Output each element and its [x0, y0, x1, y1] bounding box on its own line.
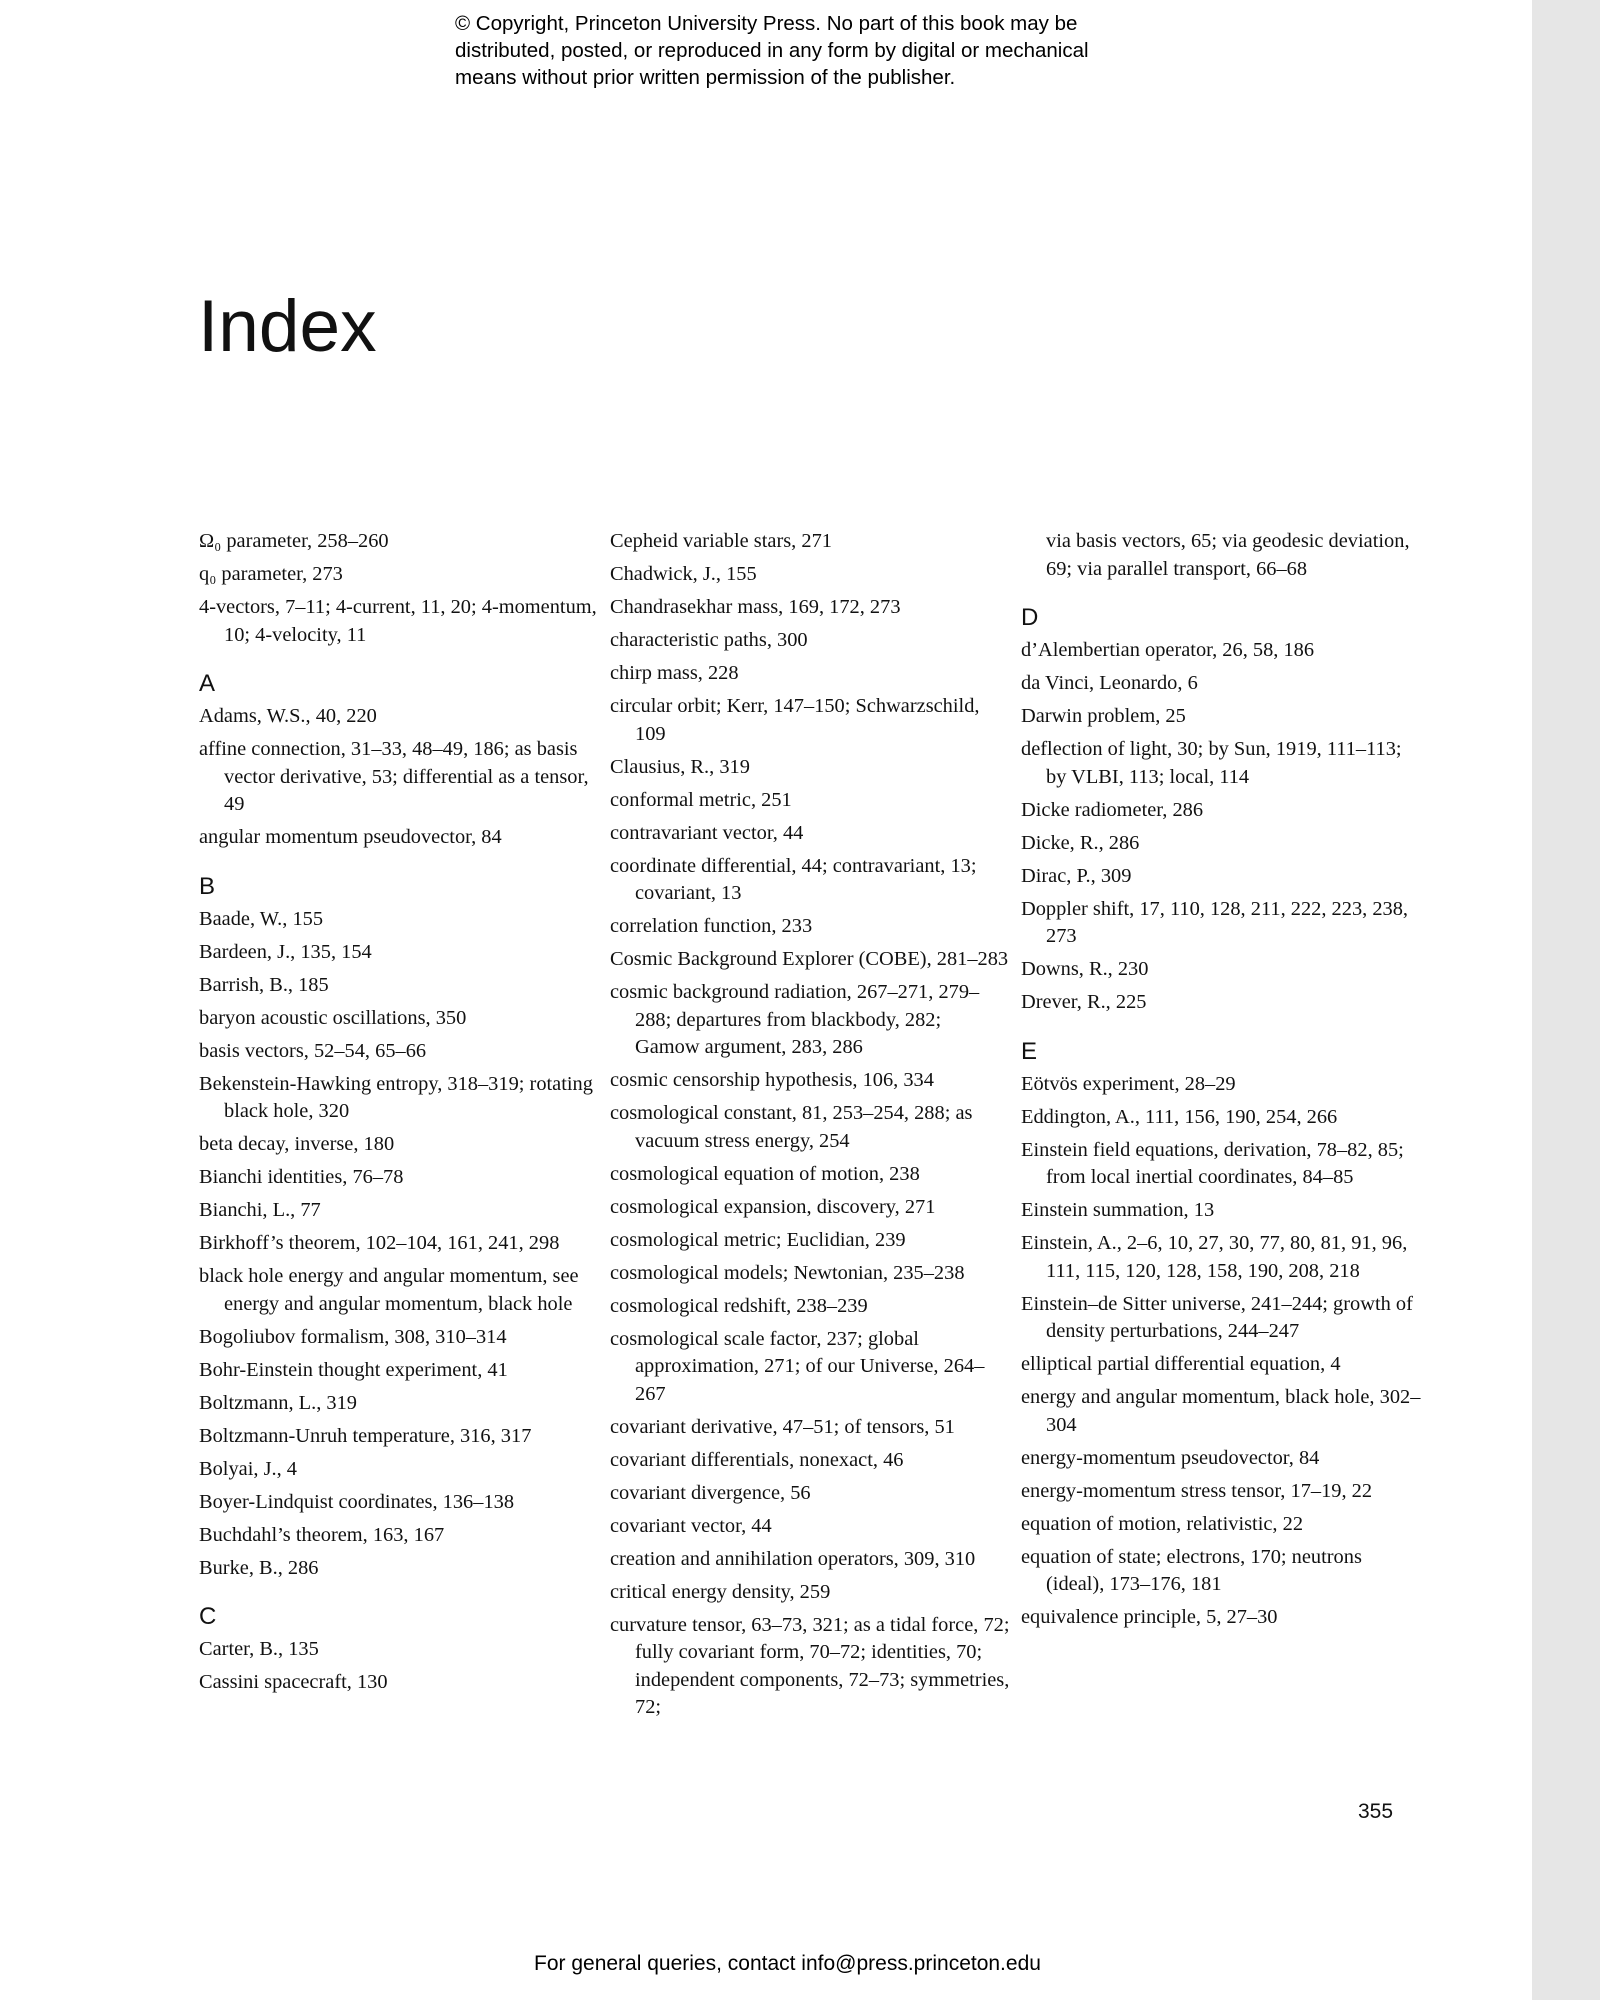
index-entry: equation of state; electrons, 170; neutrons (ideal), 173–176, 181: [1021, 1545, 1362, 1595]
index-entry: Dicke radiometer, 286: [1021, 798, 1204, 821]
index-entry: covariant derivative, 47–51; of tensors, 51: [610, 1415, 955, 1438]
index-entry: covariant differentials, nonexact, 46: [610, 1448, 904, 1471]
index-entry: contravariant vector, 44: [610, 821, 804, 844]
index-entry: Einstein–de Sitter universe, 241–244; growth of density perturbations, 244–247: [1021, 1292, 1413, 1342]
index-entry: conformal metric, 251: [610, 788, 792, 811]
index-entry: Bardeen, J., 135, 154: [199, 940, 372, 963]
index-entry: Bogoliubov formalism, 308, 310–314: [199, 1325, 507, 1348]
index-entry: Adams, W.S., 40, 220: [199, 705, 377, 727]
index-entry: equivalence principle, 5, 27–30: [1021, 1606, 1278, 1628]
index-entry: Buchdahl’s theorem, 163, 167: [199, 1523, 445, 1546]
index-entry: correlation function, 233: [610, 915, 813, 937]
index-entry: 4-vectors, 7–11; 4-current, 11, 20; 4-momentum, 10; 4-velocity, 11: [199, 596, 597, 646]
index-entry: Bolyai, J., 4: [199, 1457, 297, 1480]
index-entry: cosmological scale factor, 237; global approximation, 271; of our Universe, 264–267: [610, 1327, 985, 1405]
index-entry: Einstein field equations, derivation, 78–82, 85; from local inertial coordinates, 84–85: [1021, 1138, 1404, 1188]
index-entry: Chadwick, J., 155: [610, 563, 757, 585]
index-entry: Ω₀ parameter, 258–260: [199, 530, 389, 552]
index-entry: Boltzmann, L., 319: [199, 1391, 358, 1414]
index-entry: cosmological equation of motion, 238: [610, 1162, 920, 1185]
index-entry: chirp mass, 228: [610, 662, 739, 684]
index-entry: elliptical partial differential equation, 4: [1021, 1353, 1341, 1375]
index-column-2: [610, 528, 1010, 1727]
index-entry: cosmic censorship hypothesis, 106, 334: [610, 1069, 934, 1091]
index-entry: Doppler shift, 17, 110, 128, 211, 222, 223, 238, 273: [1021, 897, 1409, 947]
index-column-1: [199, 528, 599, 1702]
index-entry: energy-momentum stress tensor, 17–19, 22: [1021, 1479, 1373, 1502]
index-entry: Bianchi identities, 76–78: [199, 1166, 404, 1188]
index-entry: Baade, W., 155: [199, 907, 324, 930]
index-entry: Dirac, P., 309: [1021, 864, 1132, 887]
index-entry: Bohr-Einstein thought experiment, 41: [199, 1358, 508, 1381]
index-entry: beta decay, inverse, 180: [199, 1133, 395, 1155]
index-entry: angular momentum pseudovector, 84: [199, 826, 502, 848]
index-entry: equation of motion, relativistic, 22: [1021, 1512, 1304, 1535]
index-entry: Cassini spacecraft, 130: [199, 1671, 388, 1693]
index-entry: da Vinci, Leonardo, 6: [1021, 672, 1198, 694]
index-section-letter: A: [199, 670, 216, 697]
index-entry: Boltzmann-Unruh temperature, 316, 317: [199, 1424, 532, 1447]
index-entry: Cepheid variable stars, 271: [610, 530, 832, 552]
index-entry: Drever, R., 225: [1021, 991, 1147, 1013]
index-entry: basis vectors, 52–54, 65–66: [199, 1039, 427, 1062]
index-section-letter: C: [199, 1603, 217, 1630]
page-title: Index: [198, 286, 377, 367]
index-section-letter: B: [199, 872, 216, 900]
index-entry: covariant divergence, 56: [610, 1481, 811, 1504]
index-entry: Einstein, A., 2–6, 10, 27, 30, 77, 80, 81, 91, 96, 111, 115, 120, 128, 158, 190, 208, 218: [1021, 1232, 1408, 1282]
copyright-line: means without prior written permission of the publisher.: [455, 66, 956, 89]
index-entry: Eötvös experiment, 28–29: [1021, 1072, 1236, 1095]
index-entry: Clausius, R., 319: [610, 755, 750, 778]
index-entry-continuation: via basis vectors, 65; via geodesic deviation, 69; via parallel transport, 66–68: [1046, 530, 1410, 580]
index-entry: Dicke, R., 286: [1021, 831, 1140, 854]
page-number: 355: [1358, 1800, 1394, 1823]
index-entry: Downs, R., 230: [1021, 958, 1149, 980]
index-entry: Carter, B., 135: [199, 1638, 319, 1660]
index-entry: cosmological models; Newtonian, 235–238: [610, 1261, 965, 1284]
index-entry: Bianchi, L., 77: [199, 1199, 321, 1221]
index-section-letter: E: [1021, 1037, 1038, 1065]
index-entry: energy-momentum pseudovector, 84: [1021, 1446, 1320, 1469]
index-entry: curvature tensor, 63–73, 321; as a tidal force, 72; fully covariant form, 70–72; identities, 70; independent components, 72–73; symmetries, 72;: [610, 1613, 1010, 1718]
index-entry: critical energy density, 259: [610, 1580, 831, 1603]
index-entry: Boyer-Lindquist coordinates, 136–138: [199, 1490, 515, 1513]
index-entry: Darwin problem, 25: [1021, 705, 1186, 727]
footer-contact: For general queries, contact info@press.princeton.edu: [534, 1952, 1041, 1975]
index-entry: energy and angular momentum, black hole, 302–304: [1021, 1386, 1421, 1436]
index-entry: characteristic paths, 300: [610, 629, 808, 651]
index-entry: q₀ parameter, 273: [199, 563, 343, 585]
index-entry: cosmological metric; Euclidian, 239: [610, 1228, 906, 1251]
index-entry: Einstein summation, 13: [1021, 1199, 1215, 1221]
index-entry: cosmological expansion, discovery, 271: [610, 1195, 936, 1218]
index-entry: baryon acoustic oscillations, 350: [199, 1006, 467, 1029]
index-entry: Birkhoff’s theorem, 102–104, 161, 241, 298: [199, 1232, 560, 1254]
index-entry: cosmic background radiation, 267–271, 279–288; departures from blackbody, 282; Gamow argument, 283, 286: [610, 981, 980, 1058]
index-entry: affine connection, 31–33, 48–49, 186; as basis vector derivative, 53; differential as a tensor, 49: [199, 738, 589, 815]
index-entry: Barrish, B., 185: [199, 973, 329, 996]
index-entry: circular orbit; Kerr, 147–150; Schwarzschild, 109: [610, 695, 980, 745]
copyright-line: © Copyright, Princeton University Press. No part of this book may be: [455, 12, 1078, 35]
index-entry: creation and annihilation operators, 309, 310: [610, 1547, 976, 1570]
index-entry: Eddington, A., 111, 156, 190, 254, 266: [1021, 1105, 1338, 1128]
index-entry: deflection of light, 30; by Sun, 1919, 111–113; by VLBI, 113; local, 114: [1021, 738, 1402, 788]
index-entry: Cosmic Background Explorer (COBE), 281–283: [610, 948, 1009, 970]
copyright-notice: [455, 10, 1195, 91]
index-entry: cosmological redshift, 238–239: [610, 1294, 868, 1317]
index-entry: black hole energy and angular momentum, see energy and angular momentum, black hole: [199, 1265, 579, 1315]
index-entry: coordinate differential, 44; contravariant, 13; covariant, 13: [610, 854, 977, 904]
index-entry: Bekenstein-Hawking entropy, 318–319; rotating black hole, 320: [199, 1072, 593, 1122]
index-entry: Chandrasekhar mass, 169, 172, 273: [610, 596, 901, 618]
index-entry: covariant vector, 44: [610, 1514, 772, 1537]
index-column-3: [1021, 528, 1421, 1637]
index-section-letter: D: [1021, 604, 1039, 631]
index-entry: cosmological constant, 81, 253–254, 288; as vacuum stress energy, 254: [610, 1102, 973, 1152]
index-entry: Burke, B., 286: [199, 1556, 319, 1579]
copyright-line: distributed, posted, or reproduced in any form by digital or mechanical: [455, 39, 1089, 62]
index-entry: d’Alembertian operator, 26, 58, 186: [1021, 639, 1315, 661]
